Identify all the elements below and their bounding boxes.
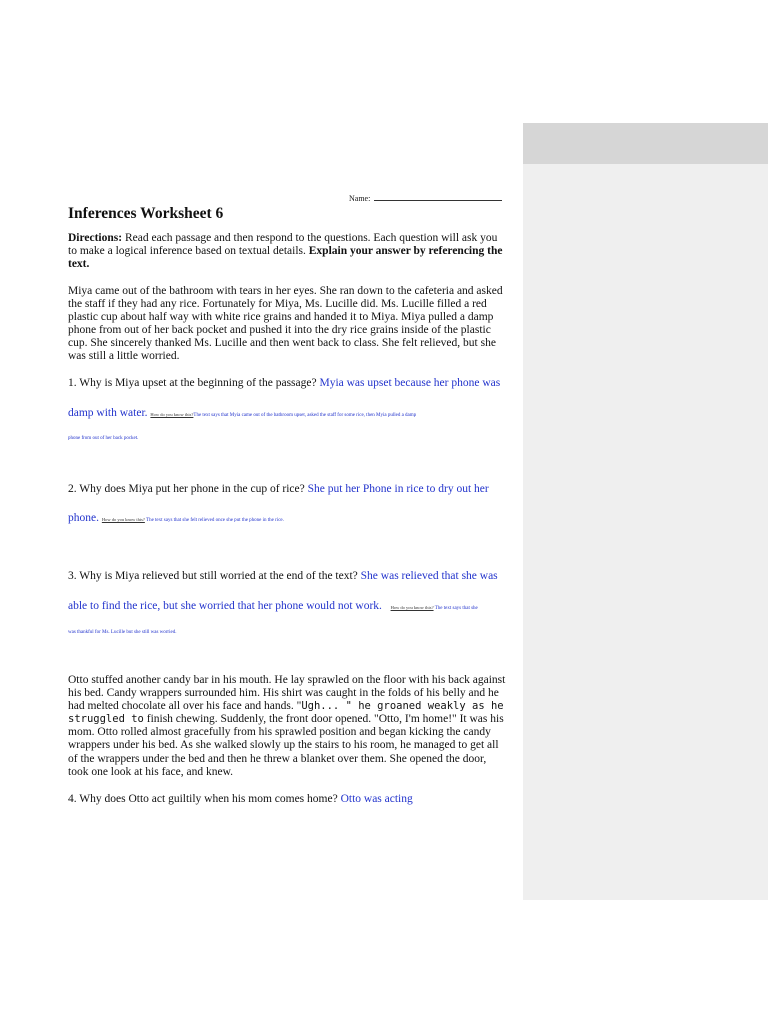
question-3-text: 3. Why is Miya relieved but still worried at the end of the text? (68, 570, 358, 582)
question-1 (68, 377, 500, 389)
question-4-text: 4. Why does Otto act guiltily when his mom comes home? (68, 793, 338, 805)
directions (68, 232, 508, 271)
answer-4: Otto was acting (337, 793, 413, 805)
directions-bold-text: Explain your answer by referencing the text. (68, 245, 503, 271)
name-blank-line (374, 193, 502, 201)
answer-3-line-1: She was relieved that she was (357, 570, 498, 582)
answer-2-row (68, 512, 284, 524)
comment-pane (523, 123, 768, 900)
evidence-3-line-2: was thankful for Ms. Lucille but she still was worried. (68, 630, 177, 635)
answer-1-line-2: damp with water. (68, 407, 148, 419)
passage-1: Miya came out of the bathroom with tears in her eyes. She ran down to the cafeteria and asked the staff if they had any rice. Fortunately for Miya, Ms. Lucille did. Ms. Lucille filled a red plastic cup about half way with white rice grains and handed it to Miya. Miya pulled a damp phone from out of her back pocket and pushed it into the dry rice grains inside of the plastic cup. She sincerely thanked Ms. Lucille and then went back to class. She felt relieved, but she was still a little worried. (68, 285, 503, 363)
name-field (349, 193, 502, 203)
how-do-you-know-3: How do you know this? (390, 605, 434, 610)
answer-3-row (68, 600, 478, 612)
evidence-2-line-1: The text says that she felt relieved once she put the phone in the rice. (144, 518, 284, 523)
evidence-1-line-2: phone from out of her back pocket. (68, 436, 139, 441)
passage-2 (68, 674, 508, 779)
passage-2-part-1: Otto stuffed another candy bar in his mouth. He lay sprawled on the floor with his back against his bed. Candy wrappers surrounded him. His shirt was caught in the folds of his belly and he had melted chocolate all over his face and hands. " (68, 674, 506, 713)
how-do-you-know-2: How do you know this? (101, 517, 145, 522)
comment-pane-header (523, 123, 768, 164)
question-2 (68, 483, 489, 495)
answer-1-row (68, 407, 416, 419)
how-do-you-know-1: How do you know this? (150, 412, 194, 417)
question-4 (68, 793, 413, 805)
answer-2-line-1: She put her Phone in rice to dry out her (304, 483, 489, 495)
evidence-1-line-1: The text says that Myia came out of the bathroom upset, asked the staff for some rice, then Myia pulled a damp (193, 413, 417, 418)
directions-label: Directions: (68, 232, 123, 244)
passage-2-handwritten: Ugh... " he groaned weakly as he struggled to (68, 700, 504, 726)
directions-text: Read each passage and then respond to the questions. Each question will ask you to make a logical inference based on textual details. (68, 232, 498, 258)
answer-2-line-2: phone. (68, 512, 99, 524)
evidence-3-line-1: The text says that she (433, 606, 478, 611)
name-label: Name: (349, 194, 371, 203)
passage-2-part-2: finish chewing. Suddenly, the front door opened. "Otto, I'm home!" It was his mom. Otto rolled almost gracefully from his sprawled position and began kicking the candy wrappers under his bed. As she walked slowly up the stairs to his room, he managed to get all of the wrappers under the bed and then he threw a blanket over them. She opened the door, took one look at his face, and knew. (68, 713, 504, 778)
answer-3-line-2: able to find the rice, but she worried that her phone would not work. (68, 600, 382, 612)
page-title: Inferences Worksheet 6 (68, 205, 224, 222)
question-2-text: 2. Why does Miya put her phone in the cup of rice? (68, 483, 305, 495)
question-1-text: 1. Why is Miya upset at the beginning of the passage? (68, 377, 317, 389)
question-3 (68, 570, 498, 582)
answer-1-line-1: Myia was upset because her phone was (316, 377, 501, 389)
